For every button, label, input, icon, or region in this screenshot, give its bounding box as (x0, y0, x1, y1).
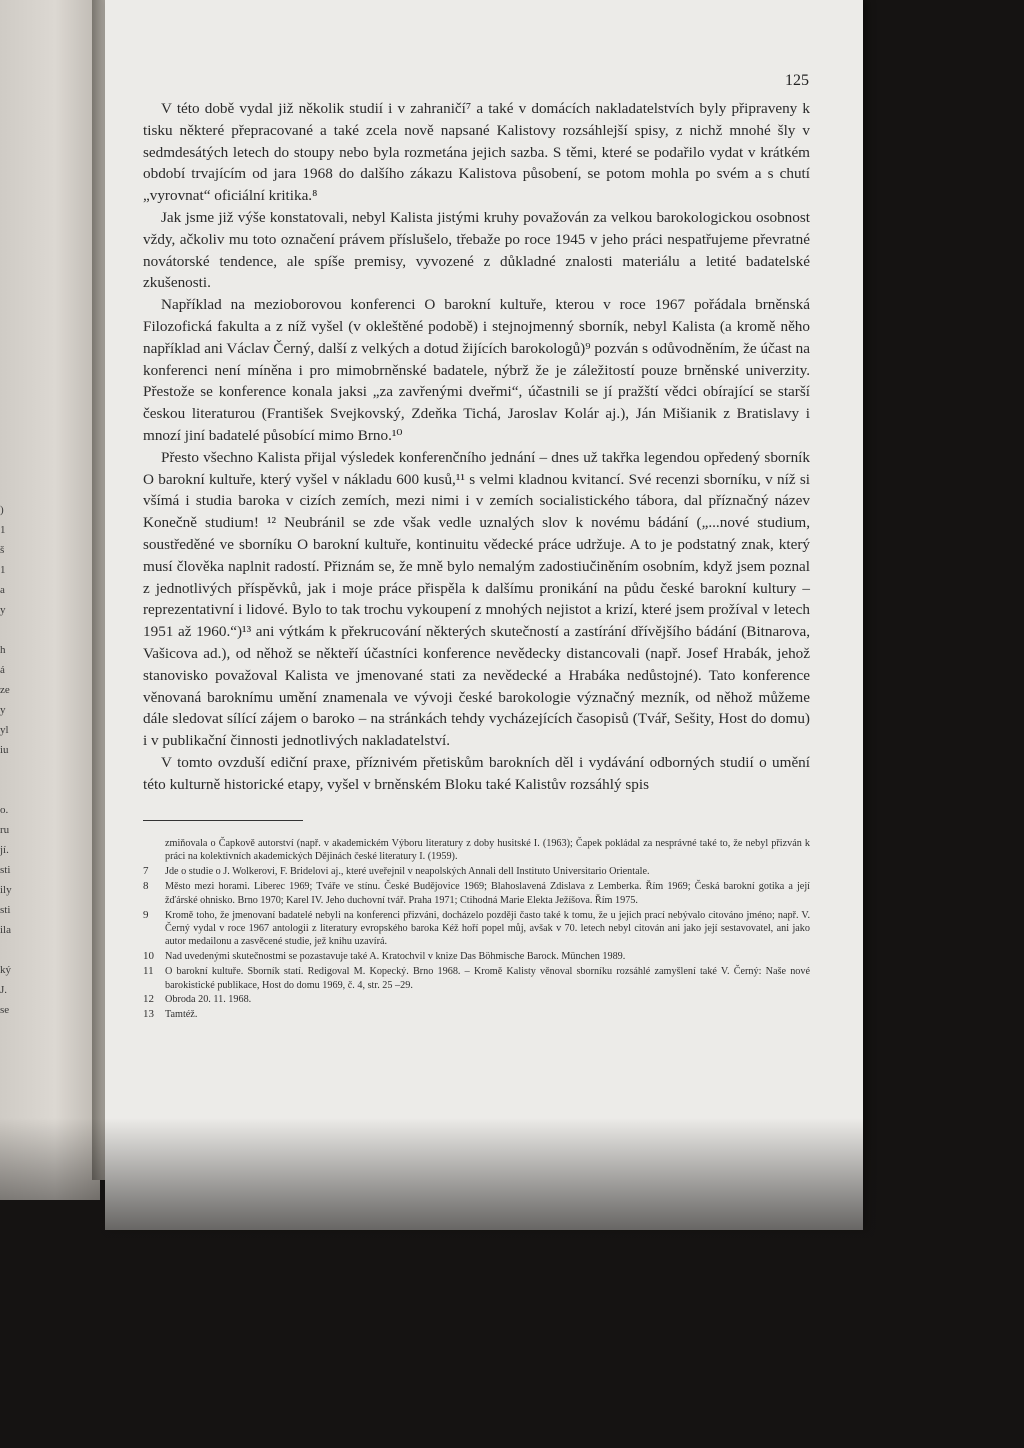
left-fragment: ký (0, 964, 11, 976)
footnote-text: Nad uvedenými skutečnostmi se pozastavuje také A. Kratochvil v knize Das Böhmische Barock. München 1989. (165, 951, 626, 963)
footnote-text: Kromě toho, že jmenovaní badatelé nebyli na konferenci přizváni, docházelo později často také k tomu, že u jejich prací nebývalo citováno jméno; např. V. Černý vydal v roce 1967 antologii z literatury evropského baroka Kéž hoří popel můj, avšak v 70. letech nebyl citován ani jako její sestavovatel, ani jako autor medailonu a zasvěcené studie, jež knihu uzavírá. (165, 909, 810, 948)
footnote (143, 965, 810, 992)
footnote-number: 10 (143, 950, 154, 963)
left-fragment: 1 (0, 524, 6, 536)
footnote-number: 12 (143, 993, 154, 1006)
body-text (143, 98, 810, 796)
left-fragment (0, 760, 28, 780)
paragraph: Například na mezioborovou konferenci O barokní kultuře, kterou v roce 1967 pořádala brněnská Filozofická fakulta a z níž vyšel (v okleštěné podobě) i stejnojmenný sborník, nebyl Kalista (a kromě něho například ani Václav Černý, další z velkých a dotud žijících barokologů)⁹ pozván s odůvodněním, že účast na konferenci není míněna i pro mimobrněnské badatele, nýbrž že je záležitostí pouze brněnské univerzity. Přestože se konference konala jaksi „za zavřenými dveřmi“, účastnili se jí pražští vědci obírající se starší českou literaturou (František Svejkovský, Zdeňka Tichá, Jaroslav Kolár aj.), Ján Mišianik z Bratislavy i mnozí jiní badatelé působící mimo Brno.¹⁰ (143, 296, 810, 444)
paragraph: V tomto ovzduší ediční praxe, příznivém přetiskům barokních děl i vydávání odborných studií o umění této kulturně historické etapy, vyšel v brněnském Bloku také Kalistův rozsáhlý spis (143, 753, 810, 793)
left-fragment: ily (0, 884, 12, 896)
footnote-separator (143, 820, 303, 821)
left-fragment: á (0, 664, 5, 676)
left-fragment: y (0, 604, 6, 616)
footnotes (143, 837, 810, 1023)
left-fragment: 1 (0, 564, 6, 576)
left-fragment: ) (0, 504, 4, 516)
left-fragment: a (0, 584, 5, 596)
left-fragment (0, 780, 28, 800)
paragraph: Jak jsme již výše konstatovali, nebyl Kalista jistými kruhy považován za velkou barokologickou osobnost vždy, ačkoliv mu toto označení právem příslušelo, třebaže po roce 1945 v jeho práci nespatřujeme převratné novátorské tendence, ale spíše premisy, vyvozené z důkladné znalosti materiálu a letité badatelské zkušenosti. (143, 208, 810, 292)
footnote (143, 909, 810, 949)
footnote-number: 13 (143, 1008, 154, 1021)
footnote-number (143, 837, 165, 864)
left-fragment: iu (0, 744, 9, 756)
left-page-text-fragments (0, 500, 28, 1020)
left-fragment: sti (0, 904, 11, 916)
footnote-text: O barokní kultuře. Sborník statí. Redigoval M. Kopecký. Brno 1968. – Kromě Kalisty věnoval sborníku rozsáhlé zamyšlení také V. Černý: Naše nové barokistické publikace, Host do domu 1969, č. 4, str. 25 –29. (165, 966, 810, 991)
page-number: 125 (785, 72, 809, 89)
left-fragment: ze (0, 684, 10, 696)
footnote (143, 950, 810, 963)
left-facing-page (0, 0, 100, 1200)
footnote-number: 11 (143, 965, 154, 978)
footnote (143, 993, 810, 1006)
left-fragment (0, 620, 28, 640)
footnote-text: Město mezi horami. Liberec 1969; Tváře ve stínu. České Budějovice 1969; Blahoslavená Zdislava z Lemberka. Řím 1969; Česká barokní gotika a její žďárské ohnisko. Brno 1970; Karel IV. Jeho duchovní tvář. Praha 1971; Ctihodná Marie Elekta Ježíšova. Řím 1975. (165, 881, 810, 906)
left-fragment: ru (0, 824, 10, 836)
left-fragment: se (0, 1004, 10, 1016)
footnote-number: 9 (143, 908, 149, 921)
left-fragment: h (0, 644, 6, 656)
left-fragment (0, 940, 28, 960)
footnote-text: zmiňovala o Čapkově autorství (např. v akademickém Výboru literatury z doby husitské I. (1963); Čapek pokládal za nesprávné také to, že nebyl přizván k práci na kolektivních akademických Dějinách české literatury I. (1959). (165, 838, 810, 863)
left-fragment: o. (0, 804, 9, 816)
footnote (143, 1008, 810, 1021)
paragraph: V této době vydal již několik studií i v zahraničí⁷ a také v domácích nakladatelstvích byly připraveny k tisku některé přepracované a také zcela nově napsané Kalistovy rozsáhlejší spisy, z nichž mnohé šly v sedmdesátých letech do stoupy nebo byla rozmetána jejich sazba. S těmi, které se podařilo vydat v krátkém období trvajícím od jara 1968 do dalšího zákazu Kalistova působení, se potom mohla po svém a s chutí „vyrovnat“ oficiální kritika.⁸ (143, 100, 810, 205)
footnote-text: Tamtéž. (165, 1009, 198, 1021)
book-page (105, 0, 863, 1230)
footnote (143, 865, 810, 878)
left-fragment: jí. (0, 844, 9, 856)
left-fragment: J. (0, 984, 8, 996)
paragraph: Přesto všechno Kalista přijal výsledek konferenčního jednání – dnes už takřka legendou opředený sborník O barokní kultuře, který vyšel v nákladu 600 kusů,¹¹ s velmi kladnou kvitancí. Své recenzi sborníku, v níž si všímá i studia baroka v cizích zemích, mezi nimi i v zemích socialistického tábora, dal příznačný název Konečně studium! ¹² Neubránil se zde však vedle uznalých slov k novému bádání („...nové studium, soustředěné ve sborníku O barokní kultuře, kontinuitu vědecké práce udržuje. A to je podstatný znak, který musí člověka naplnit radostí. Přiznám se, že mně bylo nemalým zadostiučiněním osobním, když jsem poznal z jednotlivých příspěvků, jak i moje práce přispěla k dalšímu pronikání na půdu české barokní kultury – reprezentativní i lidové. Bylo to tak trochu vykoupení z mnohých nejistot a krizí, které jsem prožíval v letech 1951 až 1960.“)¹³ ani výtkám k překrucování některých skutečností a zastírání dřívějšího bádání (Bitnarova, Vašicova ad.), od něhož se někteří účastníci konference nevědecky distancovali (např. Josef Hrabák, jehož stanovisko považoval Kalista ve jmenované stati za nevědecké a Hrabáka nedůstojné). Tato konference věnovaná baroknímu umění znamenala ve vývoji české barokologie význačný mezník, od něhož můžeme dále sledovat sílící zájem o baroko – na stránkách tehdy vycházejících časopisů (Tvář, Sešity, Host do domu) i v publikační činnosti jednotlivých nakladatelství. (143, 448, 810, 750)
left-fragment: y (0, 704, 6, 716)
footnote (143, 880, 810, 907)
footnote-text: Jde o studie o J. Wolkerovi, F. Bridelovi aj., které uveřejnil v neapolských Annali dell Instituto Universitario Orientale. (165, 866, 650, 878)
footnote-number: 7 (143, 865, 149, 878)
left-fragment: yl (0, 724, 9, 736)
left-fragment: ila (0, 924, 11, 936)
footnote-number: 8 (143, 880, 149, 893)
left-fragment: š (0, 544, 5, 556)
footnote-text: Obroda 20. 11. 1968. (165, 994, 252, 1006)
footnote (143, 837, 810, 864)
left-fragment: sti (0, 864, 11, 876)
